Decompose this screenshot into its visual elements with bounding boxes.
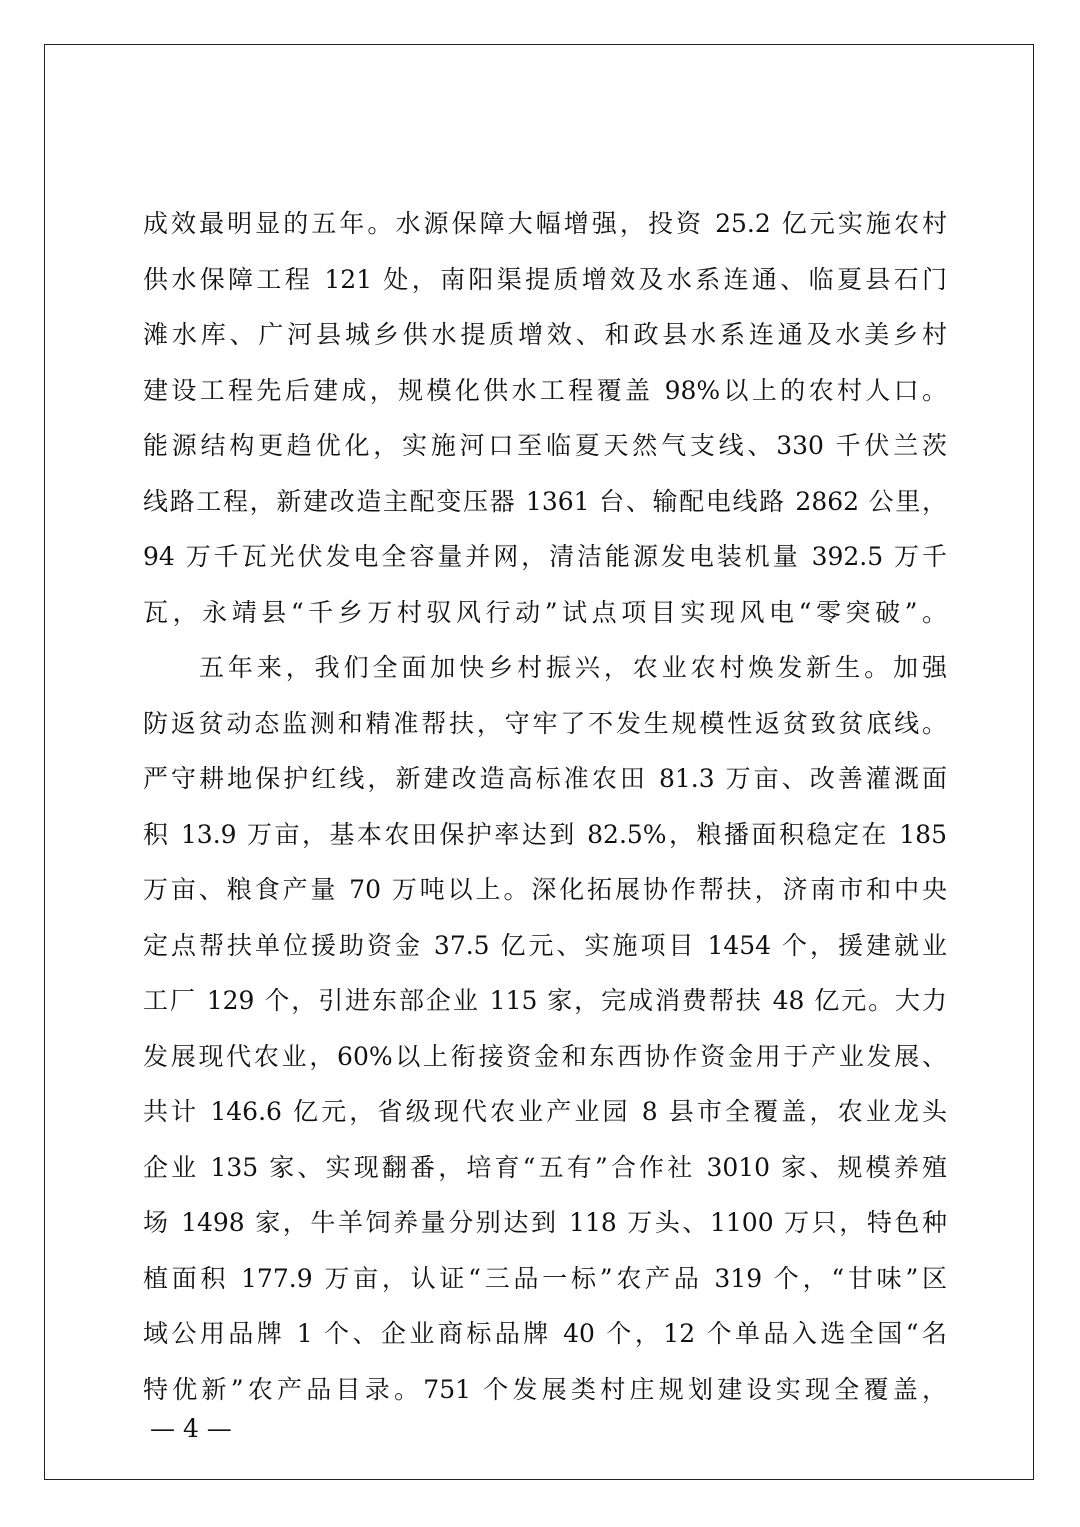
text-line: 万亩、粮食产量 70 万吨以上。深化拓展协作帮扶，济南市和中央 xyxy=(143,875,947,904)
text-line: 域公用品牌 1 个、企业商标品牌 40 个，12 个单品入选全国“名 xyxy=(143,1319,947,1348)
text-line: 成效最明显的五年。水源保障大幅增强，投资 25.2 亿元实施农村 xyxy=(143,209,947,238)
page-number: — 4 — xyxy=(150,1414,232,1443)
text-line: 植面积 177.9 万亩，认证“三品一标”农产品 319 个，“甘味”区 xyxy=(143,1263,947,1293)
paragraph-start-line: 五年来，我们全面加快乡村振兴，农业农村焕发新生。加强 xyxy=(199,653,947,682)
text-line: 企业 135 家、实现翻番，培育“五有”合作社 3010 家、规模养殖 xyxy=(143,1152,947,1182)
text-line: 特优新”农产品目录。751 个发展类村庄规划建设实现全覆盖， xyxy=(143,1374,947,1404)
text-line: 场 1498 家，牛羊饲养量分别达到 118 万头、1100 万只，特色种 xyxy=(143,1208,947,1237)
text-line: 能源结构更趋优化，实施河口至临夏天然气支线、330 千伏兰茨 xyxy=(143,431,947,460)
text-line: 瓦，永靖县“千乡万村驭风行动”试点项目实现风电“零突破”。 xyxy=(143,597,947,627)
text-line: 线路工程，新建改造主配变压器 1361 台、输配电线路 2862 公里， xyxy=(143,486,947,516)
body-text xyxy=(143,196,947,1417)
text-line: 滩水库、广河县城乡供水提质增效、和政县水系连通及水美乡村 xyxy=(143,320,947,349)
text-line: 建设工程先后建成，规模化供水工程覆盖 98%以上的农村人口。 xyxy=(143,375,947,405)
text-line: 积 13.9 万亩，基本农田保护率达到 82.5%，粮播面积稳定在 185 xyxy=(143,819,947,849)
text-line: 防返贫动态监测和精准帮扶，守牢了不发生规模性返贫致贫底线。 xyxy=(143,708,947,738)
text-line: 严守耕地保护红线，新建改造高标准农田 81.3 万亩、改善灌溉面 xyxy=(143,764,947,793)
text-line: 供水保障工程 121 处，南阳渠提质增效及水系连通、临夏县石门 xyxy=(143,264,947,294)
text-line: 发展现代农业，60%以上衔接资金和东西协作资金用于产业发展、 xyxy=(143,1041,947,1071)
text-line: 工厂 129 个，引进东部企业 115 家，完成消费帮扶 48 亿元。大力 xyxy=(143,986,947,1015)
text-line: 定点帮扶单位援助资金 37.5 亿元、实施项目 1454 个，援建就业 xyxy=(143,930,947,960)
text-line: 94 万千瓦光伏发电全容量并网，清洁能源发电装机量 392.5 万千 xyxy=(143,542,947,571)
text-line: 共计 146.6 亿元，省级现代农业产业园 8 县市全覆盖，农业龙头 xyxy=(143,1097,947,1126)
